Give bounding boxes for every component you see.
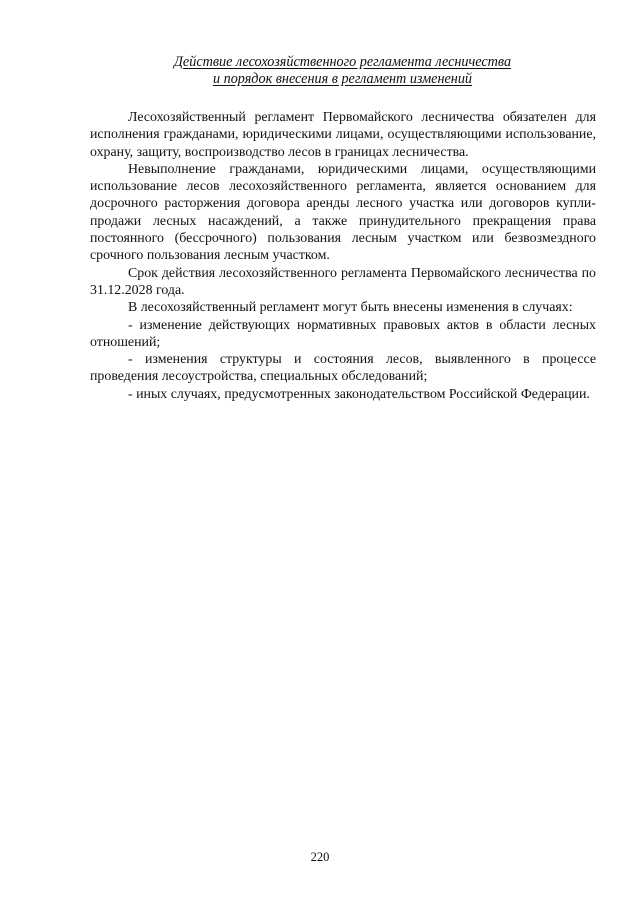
heading-line-1: Действие лесохозяйственного регламента лесничества bbox=[173, 54, 512, 70]
paragraph-obligation: Лесохозяйственный регламент Первомайского лесничества обязателен для исполнения гражданами, юридическими лицами, осуществляющими использование, охрану, защиту, воспроизводство лесов в границах лесничества. bbox=[90, 110, 596, 160]
heading-line-2: и порядок внесения в регламент изменений bbox=[212, 71, 473, 87]
page-number: 220 bbox=[310, 850, 330, 864]
list-item-legal-acts: - изменение действующих нормативных правовых актов в области лесных отношений; bbox=[90, 317, 596, 350]
paragraph-violation: Невыполнение гражданами, юридическими лицами, осуществляющими использование лесов лесохозяйственного регламента, является основанием для досрочного расторжения договора аренды лесного участка или договоров купли-продажи лесных насаждений, а также принудительного прекращения права постоянного (бессрочного) пользования лесным участком или безвозмездного срочного пользования лесным участком. bbox=[90, 161, 596, 264]
list-item-other-cases: - иных случаях, предусмотренных законодательством Российской Федерации. bbox=[128, 386, 590, 402]
section-heading bbox=[90, 54, 595, 88]
paragraph-amendment-cases: В лесохозяйственный регламент могут быть внесены изменения в случаях: bbox=[128, 300, 573, 316]
list-item-forest-structure: - изменения структуры и состояния лесов, выявленного в процессе проведения лесоустройства, специальных обследований; bbox=[90, 352, 596, 385]
body-text bbox=[90, 109, 596, 403]
paragraph-validity-period: Срок действия лесохозяйственного регламента Первомайского лесничества по 31.12.2028 года. bbox=[90, 265, 596, 298]
